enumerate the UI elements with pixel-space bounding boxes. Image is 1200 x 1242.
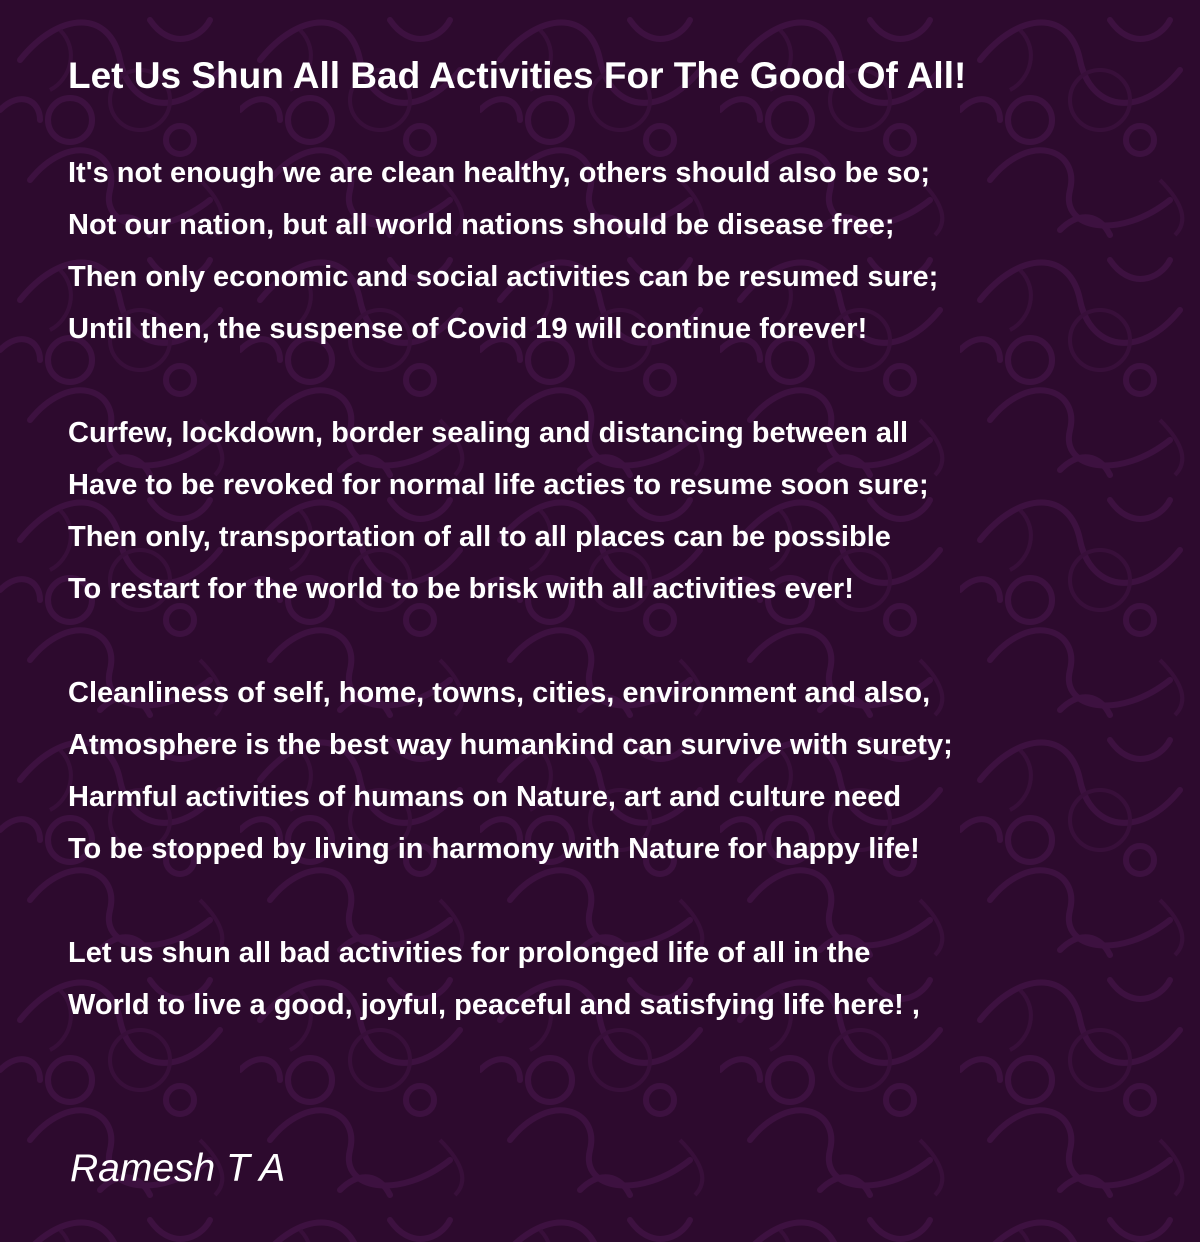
stanza-1 bbox=[68, 147, 1148, 355]
poem-line: Let us shun all bad activities for prolonged life of all in the bbox=[68, 937, 871, 969]
poem-line: Have to be revoked for normal life acties to resume soon sure; bbox=[68, 469, 929, 501]
poem-line: Then only economic and social activities can be resumed sure; bbox=[68, 261, 939, 293]
poem-line: Not our nation, but all world nations should be disease free; bbox=[68, 209, 895, 241]
stanza-2 bbox=[68, 407, 1148, 615]
stanza-4 bbox=[68, 927, 1148, 1031]
poem-line: Cleanliness of self, home, towns, cities, environment and also, bbox=[68, 677, 931, 709]
poem-body bbox=[68, 55, 1148, 1031]
poem-line: To restart for the world to be brisk with all activities ever! bbox=[68, 573, 854, 605]
poem-line: Until then, the suspense of Covid 19 will continue forever! bbox=[68, 313, 868, 345]
poem-line: Curfew, lockdown, border sealing and distancing between all bbox=[68, 417, 909, 449]
poem-line: To be stopped by living in harmony with Nature for happy life! bbox=[68, 833, 920, 865]
poem-line: Then only, transportation of all to all places can be possible bbox=[68, 521, 891, 553]
poem-line: It's not enough we are clean healthy, others should also be so; bbox=[68, 157, 931, 189]
poem-line: World to live a good, joyful, peaceful and satisfying life here! , bbox=[68, 989, 920, 1021]
stanza-3 bbox=[68, 667, 1148, 875]
poem-title: Let Us Shun All Bad Activities For The Good Of All! bbox=[68, 55, 967, 96]
poem-author: Ramesh T A bbox=[70, 1147, 286, 1190]
poem-line: Atmosphere is the best way humankind can survive with surety; bbox=[68, 729, 953, 761]
poem-line: Harmful activities of humans on Nature, art and culture need bbox=[68, 781, 902, 813]
